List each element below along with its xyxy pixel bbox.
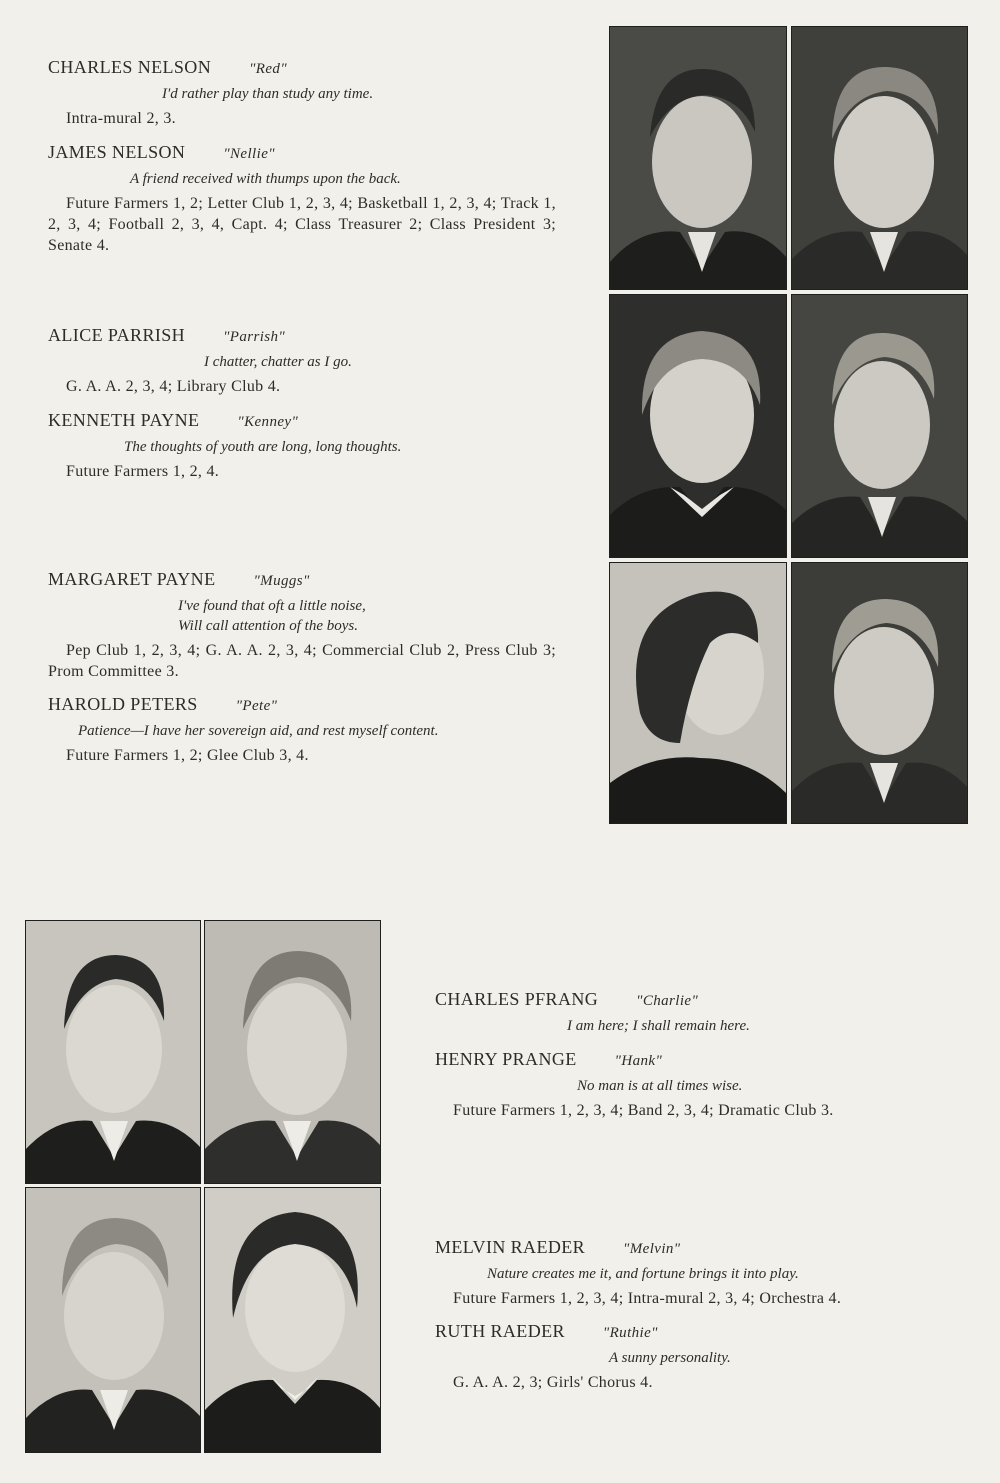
entry-melvin-raeder (435, 1237, 975, 1309)
portrait-female-icon (610, 563, 786, 823)
student-activities: Future Farmers 1, 2; Letter Club 1, 2, 3, 4; Basketball 1, 2, 3, 4; Track 1, 2, 3, 4; Football 2, 3, 4, Capt. 4; Class Treasurer 2; Class President 3; Senate 4. (48, 195, 556, 254)
student-activities: Pep Club 1, 2, 3, 4; G. A. A. 2, 3, 4; Commercial Club 2, Press Club 3; Prom Committee 3. (48, 642, 556, 680)
student-nickname: "Ruthie" (602, 1325, 658, 1341)
photo-james-nelson (791, 26, 968, 290)
portrait-male-icon (792, 27, 967, 289)
photo-melvin-raeder (25, 1187, 201, 1453)
entry-harold-peters (0, 694, 560, 766)
photo-ruth-raeder (204, 1187, 381, 1453)
student-nickname: "Parrish" (223, 329, 286, 345)
student-quote: I chatter, chatter as I go. (204, 354, 352, 370)
portrait-male-icon (610, 27, 786, 289)
student-nickname: "Hank" (614, 1053, 663, 1069)
student-nickname: "Kenney" (237, 414, 299, 430)
photo-margaret-payne (609, 562, 787, 824)
student-activities: Future Farmers 1, 2; Glee Club 3, 4. (66, 747, 309, 764)
student-name: HENRY PRANGE (435, 1049, 577, 1069)
student-activities: Future Farmers 1, 2, 4. (66, 463, 220, 480)
entry-james-nelson (0, 142, 560, 256)
entry-margaret-payne (0, 569, 560, 682)
student-name: MARGARET PAYNE (48, 569, 216, 589)
portrait-male-icon (26, 921, 200, 1183)
student-nickname: "Charlie" (636, 993, 699, 1009)
student-nickname: "Muggs" (253, 573, 310, 589)
student-nickname: "Pete" (235, 698, 278, 714)
student-name: ALICE PARRISH (48, 325, 186, 345)
student-quote: I've found that oft a little noise, (178, 598, 366, 614)
student-activities: Future Farmers 1, 2, 3, 4; Intra-mural 2, 3, 4; Orchestra 4. (453, 1290, 842, 1307)
photo-alice-parrish (609, 294, 787, 558)
portrait-female-icon (205, 1188, 380, 1452)
entry-henry-prange (435, 1049, 975, 1121)
portrait-male-icon (26, 1188, 200, 1452)
student-name: CHARLES NELSON (48, 57, 212, 77)
photo-charles-pfrang (25, 920, 201, 1184)
student-name: CHARLES PFRANG (435, 989, 599, 1009)
student-quote: A sunny personality. (609, 1350, 731, 1366)
entry-kenneth-payne (0, 410, 560, 482)
photo-charles-nelson (609, 26, 787, 290)
portrait-male-icon (792, 563, 967, 823)
student-name: JAMES NELSON (48, 142, 186, 162)
student-activities: G. A. A. 2, 3, 4; Library Club 4. (66, 378, 281, 395)
photo-harold-peters (791, 562, 968, 824)
student-quote: I am here; I shall remain here. (567, 1018, 750, 1034)
portrait-male-icon (792, 295, 967, 557)
portrait-male-icon (205, 921, 380, 1183)
student-nickname: "Red" (249, 61, 288, 77)
student-name: MELVIN RAEDER (435, 1237, 586, 1257)
student-activities: Intra-mural 2, 3. (66, 110, 176, 127)
student-nickname: "Nellie" (223, 146, 275, 162)
photo-henry-prange (204, 920, 381, 1184)
entry-charles-nelson (0, 57, 560, 129)
student-name: KENNETH PAYNE (48, 410, 200, 430)
student-quote: Nature creates me it, and fortune brings it into play. (487, 1266, 799, 1282)
student-quote: I'd rather play than study any time. (162, 86, 374, 102)
entry-alice-parrish (0, 325, 560, 397)
student-name: HAROLD PETERS (48, 694, 198, 714)
student-quote-line-2: Will call attention of the boys. (178, 618, 358, 634)
portrait-female-icon (610, 295, 786, 557)
student-activities: Future Farmers 1, 2, 3, 4; Band 2, 3, 4; Dramatic Club 3. (453, 1102, 834, 1119)
student-nickname: "Melvin" (623, 1241, 681, 1257)
student-quote: No man is at all times wise. (577, 1078, 743, 1094)
student-name: RUTH RAEDER (435, 1321, 565, 1341)
student-quote: Patience—I have her sovereign aid, and rest myself content. (78, 723, 439, 739)
entry-ruth-raeder (435, 1321, 975, 1393)
photo-kenneth-payne (791, 294, 968, 558)
student-activities: G. A. A. 2, 3; Girls' Chorus 4. (453, 1374, 653, 1391)
entry-charles-pfrang (435, 989, 975, 1036)
student-quote: A friend received with thumps upon the back. (130, 171, 401, 187)
student-quote: The thoughts of youth are long, long thoughts. (124, 439, 402, 455)
